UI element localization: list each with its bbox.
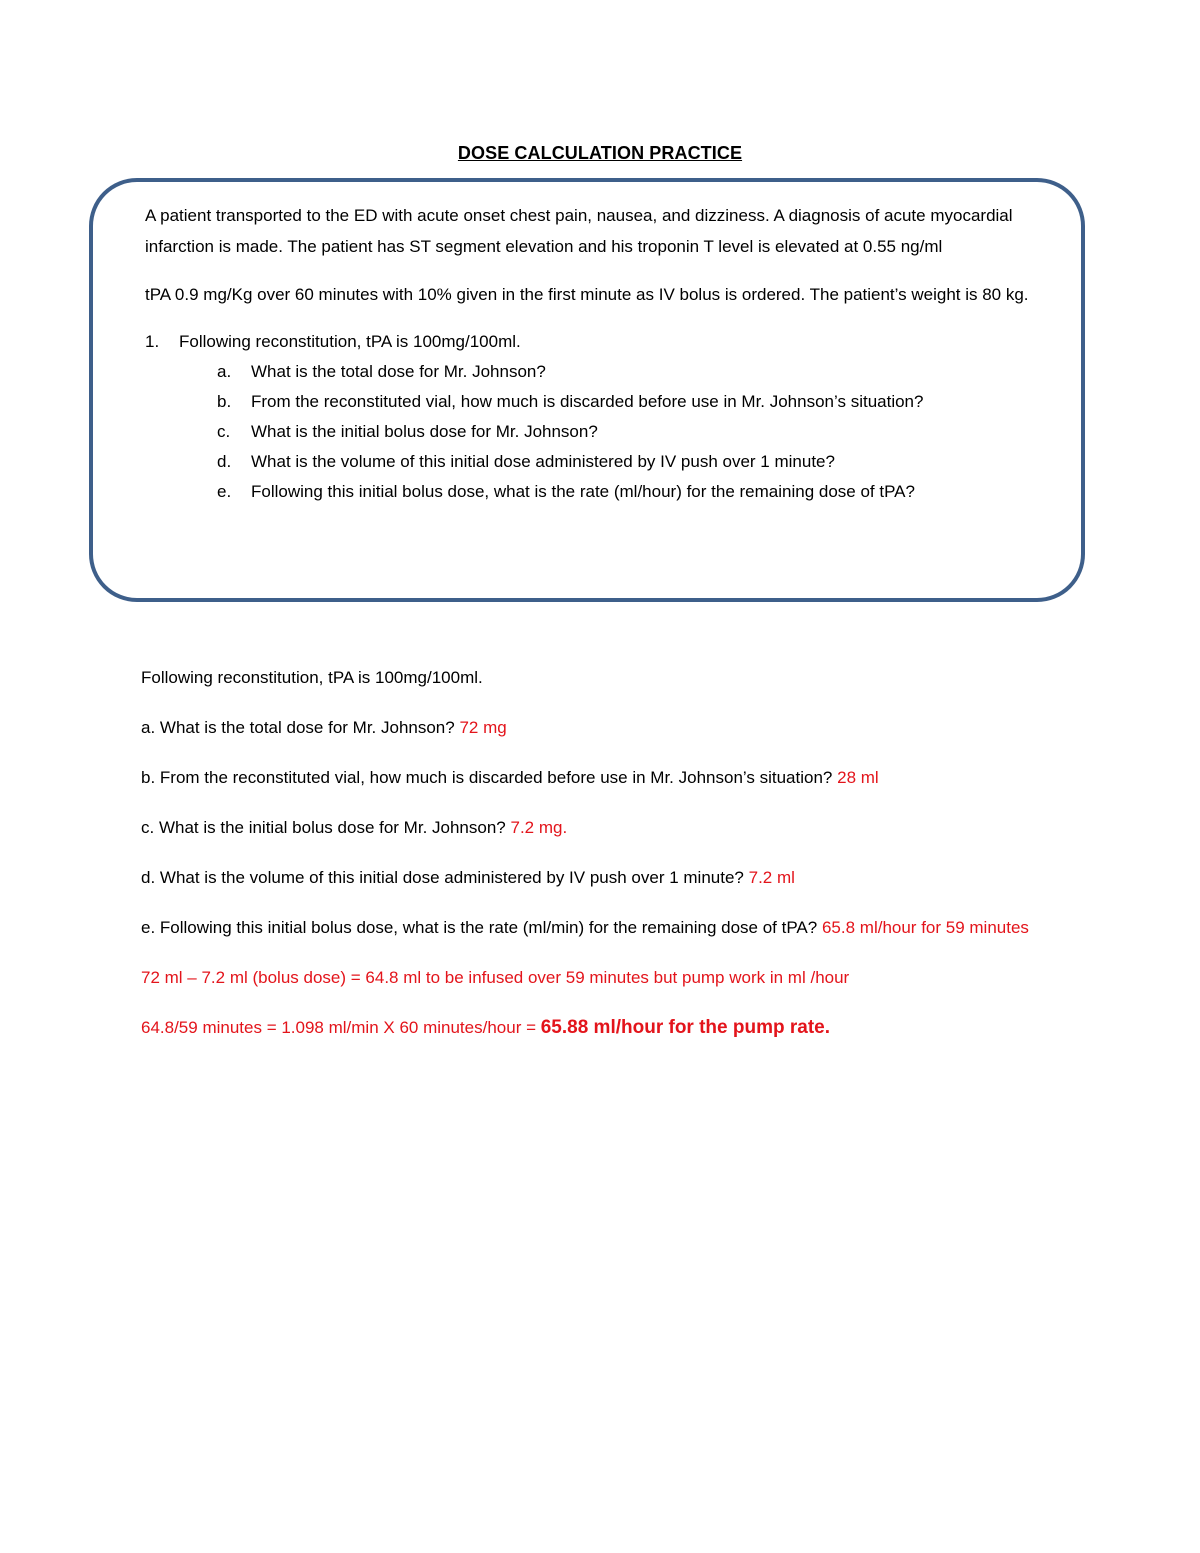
subquestion-item bbox=[145, 417, 1065, 447]
subquestion-letter: b. bbox=[217, 392, 232, 411]
answer-e-question: e. Following this initial bolus dose, what is the rate (ml/min) for the remaining dose of tPA? bbox=[141, 918, 818, 937]
order-paragraph: tPA 0.9 mg/Kg over 60 minutes with 10% given in the first minute as IV bolus is ordered. The patient’s weight is 80 kg. bbox=[145, 285, 1029, 304]
subquestion-letter: a. bbox=[217, 362, 232, 381]
question-number: 1. bbox=[145, 332, 160, 351]
answer-a-value: 72 mg bbox=[459, 718, 507, 737]
scenario-paragraph: A patient transported to the ED with acute onset chest pain, nausea, and dizziness. A diagnosis of acute myocardial infarction is made. The patient has ST segment elevation and his troponin T level is elevated at 0.55 ng/ml bbox=[145, 206, 1013, 256]
answer-c bbox=[141, 813, 1051, 843]
subquestion-item bbox=[145, 357, 1065, 387]
subquestion-item bbox=[145, 447, 1065, 477]
answer-c-question: c. What is the initial bolus dose for Mr. Johnson? bbox=[141, 818, 506, 837]
answer-b bbox=[141, 763, 1051, 793]
answer-e-value: 65.8 ml/hour for 59 minutes bbox=[821, 918, 1029, 937]
calculation-line-1: 72 ml – 7.2 ml (bolus dose) = 64.8 ml to be infused over 59 minutes but pump work in ml /hour bbox=[141, 968, 850, 987]
answer-b-value: 28 ml bbox=[837, 768, 879, 787]
subquestion-item bbox=[145, 387, 1065, 417]
answer-c-value: 7.2 mg. bbox=[510, 818, 568, 837]
question-box-content bbox=[145, 200, 1065, 507]
answer-d-question: d. What is the volume of this initial dose administered by IV push over 1 minute? bbox=[141, 868, 744, 887]
answer-e bbox=[141, 913, 1051, 943]
answer-a bbox=[141, 713, 1051, 743]
question-text: Following reconstitution, tPA is 100mg/100ml. bbox=[179, 332, 521, 351]
answer-intro: Following reconstitution, tPA is 100mg/100ml. bbox=[141, 668, 483, 687]
calculation-line-2-result: 65.88 ml/hour for the pump rate. bbox=[540, 1017, 831, 1038]
subquestion-letter: d. bbox=[217, 452, 232, 471]
answer-b-question: b. From the reconstituted vial, how much is discarded before use in Mr. Johnson’s situation? bbox=[141, 768, 833, 787]
subquestion-item bbox=[145, 477, 1065, 507]
subquestion-text: Following this initial bolus dose, what is the rate (ml/hour) for the remaining dose of tPA? bbox=[251, 482, 915, 501]
question-box bbox=[89, 178, 1085, 602]
answer-a-question: a. What is the total dose for Mr. Johnson? bbox=[141, 718, 455, 737]
answer-section bbox=[141, 663, 1051, 1043]
answer-d bbox=[141, 863, 1051, 893]
subquestion-letter: c. bbox=[217, 422, 231, 441]
subquestion-text: What is the volume of this initial dose administered by IV push over 1 minute? bbox=[251, 452, 835, 471]
subquestion-letter: e. bbox=[217, 482, 232, 501]
subquestion-text: From the reconstituted vial, how much is discarded before use in Mr. Johnson’s situation? bbox=[251, 392, 924, 411]
question-list bbox=[145, 327, 1065, 507]
subquestion-text: What is the initial bolus dose for Mr. Johnson? bbox=[251, 422, 598, 441]
page-title: DOSE CALCULATION PRACTICE bbox=[457, 143, 743, 163]
calculation-line-2-prefix: 64.8/59 minutes = 1.098 ml/min X 60 minutes/hour = bbox=[141, 1018, 541, 1037]
calculation-line-2 bbox=[141, 1013, 1051, 1043]
answer-d-value: 7.2 ml bbox=[748, 868, 795, 887]
question-item bbox=[145, 327, 1065, 357]
subquestion-text: What is the total dose for Mr. Johnson? bbox=[251, 362, 546, 381]
